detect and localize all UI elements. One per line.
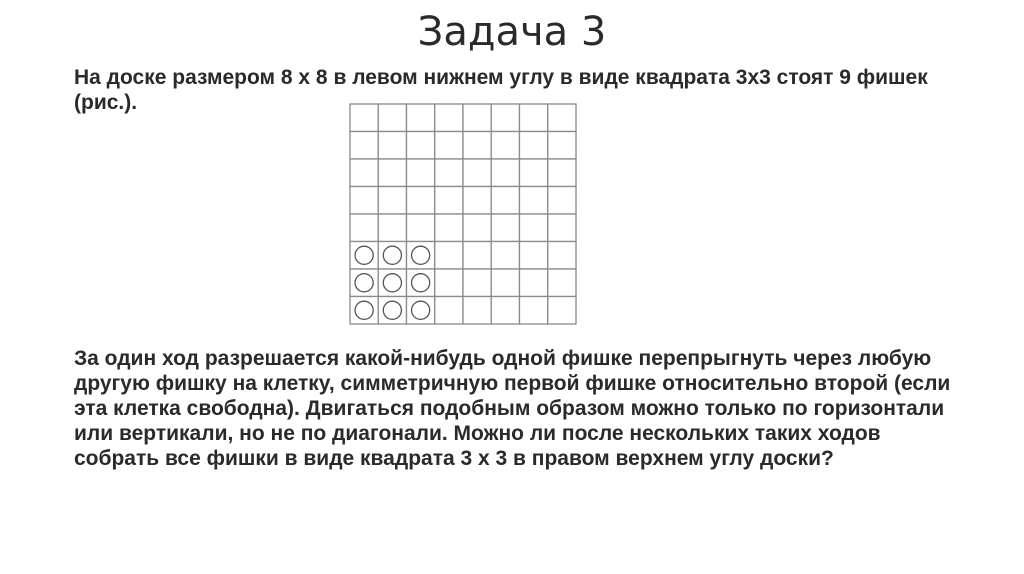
board-cell: [350, 159, 378, 187]
board-cell: [491, 242, 519, 270]
board-figure: [349, 103, 577, 325]
board-cell: [520, 242, 548, 270]
board-cell: [435, 269, 463, 297]
board-cell: [491, 214, 519, 242]
board-cell: [548, 269, 576, 297]
board-cell: [435, 187, 463, 215]
board-cell: [520, 269, 548, 297]
board-cell: [350, 104, 378, 132]
board-cell: [463, 104, 491, 132]
piece: [355, 301, 373, 319]
board-cell: [350, 132, 378, 160]
board-cell: [407, 214, 435, 242]
question-text: За один ход разрешается какой-нибудь одной фишке перепрыгнуть через любую другую фишку на клетку, симметричную первой фишке относительно второй (если эта клетка свободна). Двигаться подобным образом можно только по горизонтали или вертикали, но не по диагонали. Можно ли после нескольких таких ходов собрать все фишки в виде квадрата 3 х 3 в правом верхнем углу доски?: [74, 347, 951, 470]
board-cell: [378, 104, 406, 132]
board-cell: [407, 132, 435, 160]
board-cell: [435, 214, 463, 242]
board-cell: [520, 159, 548, 187]
board-cell: [435, 132, 463, 160]
board-cell: [435, 104, 463, 132]
board-cell: [548, 214, 576, 242]
board-cell: [407, 104, 435, 132]
board-cell: [491, 132, 519, 160]
board-cell: [463, 269, 491, 297]
board-cell: [378, 159, 406, 187]
board-cell: [463, 242, 491, 270]
board-cell: [378, 214, 406, 242]
piece: [412, 246, 430, 264]
board-cell: [350, 214, 378, 242]
chess-board: [349, 103, 577, 325]
board-cell: [491, 297, 519, 325]
board-cell: [548, 297, 576, 325]
board-cell: [407, 159, 435, 187]
board-cell: [378, 187, 406, 215]
board-cell: [435, 159, 463, 187]
piece: [412, 301, 430, 319]
board-cell: [548, 242, 576, 270]
board-cell: [520, 187, 548, 215]
board-cell: [520, 132, 548, 160]
board-cell: [520, 214, 548, 242]
board-cell: [520, 297, 548, 325]
board-cell: [520, 104, 548, 132]
slide-title: Задача 3: [417, 9, 607, 55]
board-cell: [463, 132, 491, 160]
intro-text: На доске размером 8 х 8 в левом нижнем углу в виде квадрата 3х3 стоят 9 фишек (рис.).: [74, 66, 928, 114]
board-cell: [463, 159, 491, 187]
board-cell: [463, 214, 491, 242]
piece: [355, 246, 373, 264]
board-cell: [491, 187, 519, 215]
board-cell: [435, 297, 463, 325]
board-cell: [491, 104, 519, 132]
board-cell: [548, 159, 576, 187]
piece: [383, 274, 401, 292]
piece: [383, 301, 401, 319]
board-cell: [491, 269, 519, 297]
board-cell: [463, 187, 491, 215]
piece: [412, 274, 430, 292]
board-cell: [350, 187, 378, 215]
board-cell: [463, 297, 491, 325]
board-cell: [548, 104, 576, 132]
board-cell: [435, 242, 463, 270]
board-cell: [491, 159, 519, 187]
piece: [355, 274, 373, 292]
piece: [383, 246, 401, 264]
board-cell: [548, 132, 576, 160]
board-cell: [378, 132, 406, 160]
board-cell: [548, 187, 576, 215]
board-cell: [407, 187, 435, 215]
